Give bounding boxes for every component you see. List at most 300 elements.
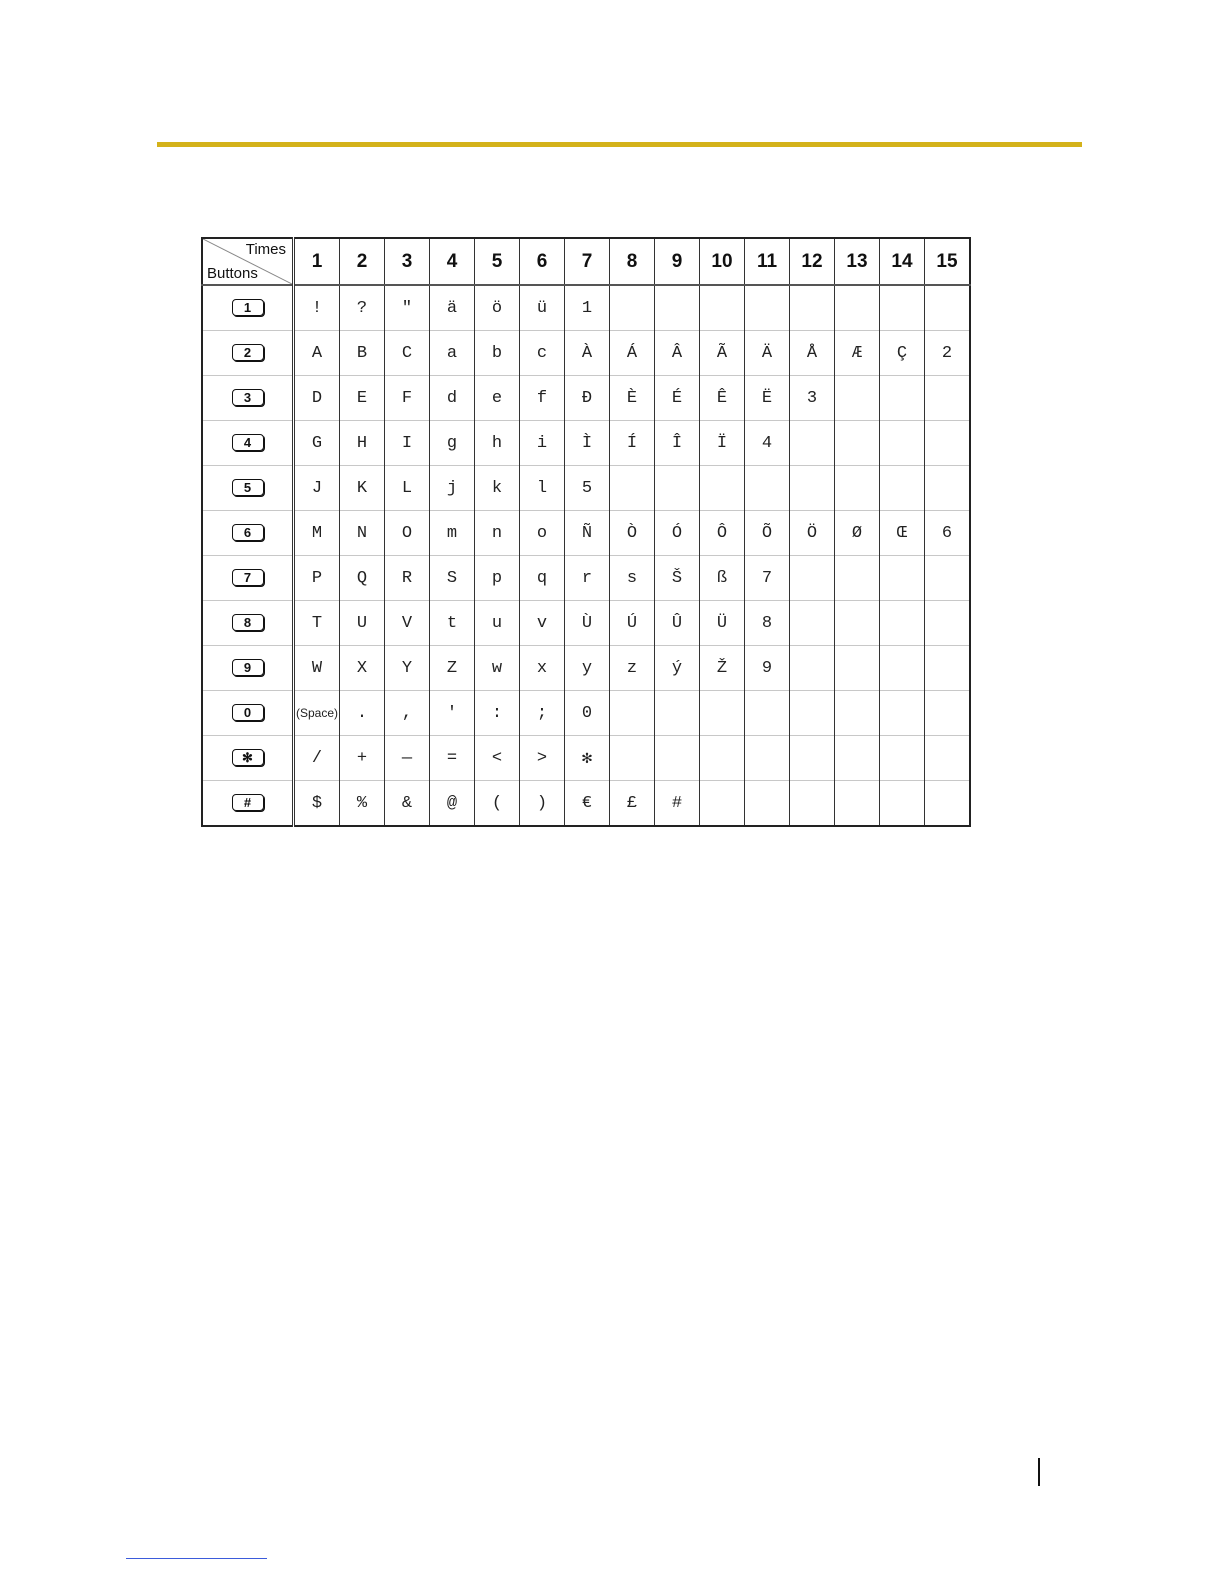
character-value: Á bbox=[626, 343, 638, 363]
character-cell bbox=[880, 331, 925, 376]
character-cell bbox=[565, 736, 610, 781]
character-cell bbox=[294, 421, 340, 466]
character-cell bbox=[520, 691, 565, 736]
character-value: 6 bbox=[941, 523, 953, 543]
character-cell bbox=[790, 556, 835, 601]
character-cell bbox=[925, 376, 971, 421]
character-value: Ò bbox=[626, 523, 638, 543]
character-value: w bbox=[491, 658, 503, 678]
character-value: Í bbox=[626, 433, 638, 453]
character-cell bbox=[655, 736, 700, 781]
button-cell bbox=[202, 691, 294, 736]
table-row bbox=[202, 331, 970, 376]
character-cell bbox=[385, 511, 430, 556]
dial-key-icon: 9 bbox=[232, 659, 264, 676]
character-cell bbox=[880, 601, 925, 646]
character-cell bbox=[745, 331, 790, 376]
character-cell bbox=[430, 781, 475, 827]
character-cell bbox=[385, 556, 430, 601]
column-header-15: 15 bbox=[925, 238, 971, 285]
character-cell bbox=[880, 421, 925, 466]
character-value: W bbox=[311, 658, 323, 678]
character-cell bbox=[294, 331, 340, 376]
character-value: M bbox=[311, 523, 323, 543]
character-cell bbox=[340, 556, 385, 601]
character-value: e bbox=[491, 388, 503, 408]
character-value: o bbox=[536, 523, 548, 543]
character-cell bbox=[655, 601, 700, 646]
character-cell bbox=[835, 285, 880, 331]
character-cell bbox=[925, 781, 971, 827]
character-value: Æ bbox=[851, 343, 863, 363]
column-header-7: 7 bbox=[565, 238, 610, 285]
character-value: Â bbox=[671, 343, 683, 363]
character-value: m bbox=[446, 523, 458, 543]
character-value: O bbox=[401, 523, 413, 543]
character-cell bbox=[385, 376, 430, 421]
character-value: u bbox=[491, 613, 503, 633]
dial-key-icon: 6 bbox=[232, 524, 264, 541]
character-cell bbox=[700, 421, 745, 466]
character-value: É bbox=[671, 388, 683, 408]
column-header-1: 1 bbox=[294, 238, 340, 285]
character-cell bbox=[925, 736, 971, 781]
character-cell bbox=[385, 646, 430, 691]
character-value: Ë bbox=[761, 388, 773, 408]
dial-key-icon: 8 bbox=[232, 614, 264, 631]
character-cell bbox=[700, 466, 745, 511]
character-value: D bbox=[311, 388, 323, 408]
character-cell bbox=[520, 331, 565, 376]
character-cell bbox=[565, 376, 610, 421]
character-cell bbox=[475, 511, 520, 556]
character-cell bbox=[340, 421, 385, 466]
character-value: 0 bbox=[581, 703, 593, 723]
character-cell bbox=[565, 646, 610, 691]
table-body bbox=[202, 285, 970, 826]
character-cell bbox=[430, 331, 475, 376]
button-cell bbox=[202, 781, 294, 827]
character-value: H bbox=[356, 433, 368, 453]
character-cell bbox=[700, 646, 745, 691]
character-value: ü bbox=[536, 298, 548, 318]
dial-key-icon: 4 bbox=[232, 434, 264, 451]
table-row bbox=[202, 736, 970, 781]
character-value: — bbox=[401, 748, 413, 768]
character-cell bbox=[655, 466, 700, 511]
dial-key-icon: 3 bbox=[232, 389, 264, 406]
character-cell bbox=[790, 285, 835, 331]
character-value: Ö bbox=[806, 523, 818, 543]
character-cell bbox=[655, 331, 700, 376]
character-cell bbox=[610, 331, 655, 376]
character-value: 8 bbox=[761, 613, 773, 633]
character-cell bbox=[700, 376, 745, 421]
character-entry-table bbox=[201, 237, 971, 827]
character-value: £ bbox=[626, 793, 638, 813]
character-cell bbox=[925, 331, 971, 376]
character-cell bbox=[790, 646, 835, 691]
character-value: v bbox=[536, 613, 548, 633]
character-cell bbox=[745, 285, 790, 331]
dial-key-icon: ✻ bbox=[232, 749, 264, 766]
character-cell bbox=[835, 376, 880, 421]
character-value: ✻ bbox=[581, 749, 593, 769]
character-cell bbox=[340, 601, 385, 646]
character-cell bbox=[475, 736, 520, 781]
character-cell bbox=[745, 781, 790, 827]
character-cell bbox=[925, 646, 971, 691]
character-cell bbox=[745, 556, 790, 601]
character-cell bbox=[610, 376, 655, 421]
character-cell bbox=[294, 646, 340, 691]
character-cell bbox=[745, 466, 790, 511]
character-cell bbox=[790, 781, 835, 827]
character-cell bbox=[385, 736, 430, 781]
character-cell bbox=[520, 781, 565, 827]
character-value: ä bbox=[446, 298, 458, 318]
character-value: Î bbox=[671, 433, 683, 453]
character-cell bbox=[340, 285, 385, 331]
button-cell bbox=[202, 376, 294, 421]
column-header-6: 6 bbox=[520, 238, 565, 285]
character-cell bbox=[475, 646, 520, 691]
character-cell bbox=[880, 285, 925, 331]
character-value: " bbox=[401, 298, 413, 318]
character-cell bbox=[655, 556, 700, 601]
character-value: r bbox=[581, 568, 593, 588]
character-cell bbox=[294, 601, 340, 646]
character-value: A bbox=[311, 343, 323, 363]
column-header-5: 5 bbox=[475, 238, 520, 285]
page-number-marker bbox=[1038, 1458, 1040, 1486]
character-cell bbox=[430, 556, 475, 601]
character-cell bbox=[745, 646, 790, 691]
character-cell bbox=[385, 466, 430, 511]
character-cell bbox=[925, 511, 971, 556]
character-value: J bbox=[311, 478, 323, 498]
character-cell bbox=[385, 331, 430, 376]
character-cell bbox=[520, 736, 565, 781]
character-value: h bbox=[491, 433, 503, 453]
character-cell bbox=[790, 511, 835, 556]
button-cell bbox=[202, 646, 294, 691]
character-value: ß bbox=[716, 568, 728, 588]
character-value: $ bbox=[311, 793, 323, 813]
character-value: > bbox=[536, 748, 548, 768]
character-value: a bbox=[446, 343, 458, 363]
character-value: Ï bbox=[716, 433, 728, 453]
character-cell bbox=[565, 466, 610, 511]
character-cell bbox=[610, 646, 655, 691]
button-cell bbox=[202, 601, 294, 646]
character-cell bbox=[610, 285, 655, 331]
dial-key-icon: 2 bbox=[232, 344, 264, 361]
dial-key-icon: 0 bbox=[232, 704, 264, 721]
character-value: Ã bbox=[716, 343, 728, 363]
character-value: Ó bbox=[671, 523, 683, 543]
character-cell bbox=[340, 466, 385, 511]
table-row bbox=[202, 691, 970, 736]
character-value: & bbox=[401, 793, 413, 813]
character-value: ö bbox=[491, 298, 503, 318]
character-cell bbox=[430, 376, 475, 421]
dial-key-icon: # bbox=[232, 794, 264, 811]
character-value: € bbox=[581, 793, 593, 813]
character-value: b bbox=[491, 343, 503, 363]
character-cell bbox=[835, 556, 880, 601]
button-cell bbox=[202, 556, 294, 601]
character-value: È bbox=[626, 388, 638, 408]
character-cell bbox=[475, 331, 520, 376]
header-rule bbox=[157, 142, 1082, 147]
character-value: x bbox=[536, 658, 548, 678]
character-value: y bbox=[581, 658, 593, 678]
button-cell bbox=[202, 466, 294, 511]
character-cell bbox=[610, 556, 655, 601]
character-cell bbox=[745, 736, 790, 781]
character-cell bbox=[385, 781, 430, 827]
character-cell bbox=[655, 376, 700, 421]
character-cell bbox=[790, 376, 835, 421]
character-cell bbox=[610, 421, 655, 466]
character-cell bbox=[294, 556, 340, 601]
character-value: U bbox=[356, 613, 368, 633]
character-cell bbox=[745, 691, 790, 736]
character-cell bbox=[475, 285, 520, 331]
character-cell bbox=[430, 601, 475, 646]
character-value: 3 bbox=[806, 388, 818, 408]
character-cell bbox=[925, 691, 971, 736]
character-cell bbox=[655, 421, 700, 466]
character-cell bbox=[655, 511, 700, 556]
character-value: Ç bbox=[896, 343, 908, 363]
character-cell bbox=[610, 691, 655, 736]
character-cell bbox=[880, 511, 925, 556]
character-value: = bbox=[446, 748, 458, 768]
column-header-2: 2 bbox=[340, 238, 385, 285]
column-header-12: 12 bbox=[790, 238, 835, 285]
table-row bbox=[202, 285, 970, 331]
character-cell bbox=[880, 781, 925, 827]
column-header-14: 14 bbox=[880, 238, 925, 285]
character-value: d bbox=[446, 388, 458, 408]
buttons-label: Buttons bbox=[207, 265, 258, 282]
character-value: + bbox=[356, 748, 368, 768]
character-cell bbox=[655, 781, 700, 827]
character-cell bbox=[790, 736, 835, 781]
character-cell bbox=[880, 691, 925, 736]
character-cell bbox=[565, 285, 610, 331]
character-value: Ü bbox=[716, 613, 728, 633]
character-cell bbox=[565, 781, 610, 827]
column-header-4: 4 bbox=[430, 238, 475, 285]
character-cell bbox=[565, 511, 610, 556]
character-value: V bbox=[401, 613, 413, 633]
character-cell bbox=[294, 376, 340, 421]
character-cell bbox=[790, 331, 835, 376]
character-cell bbox=[610, 511, 655, 556]
character-cell bbox=[520, 376, 565, 421]
table-row bbox=[202, 781, 970, 827]
character-value: Œ bbox=[896, 523, 908, 543]
character-cell bbox=[925, 421, 971, 466]
table-corner-cell bbox=[202, 238, 294, 285]
character-cell bbox=[925, 556, 971, 601]
character-cell bbox=[430, 736, 475, 781]
character-cell bbox=[475, 466, 520, 511]
character-value: ) bbox=[536, 793, 548, 813]
character-value: ' bbox=[446, 703, 458, 723]
character-cell bbox=[745, 511, 790, 556]
character-value: / bbox=[311, 748, 323, 768]
character-value: B bbox=[356, 343, 368, 363]
character-cell bbox=[700, 285, 745, 331]
table-row bbox=[202, 466, 970, 511]
character-cell bbox=[340, 646, 385, 691]
character-cell bbox=[340, 781, 385, 827]
character-cell bbox=[520, 601, 565, 646]
character-cell bbox=[520, 556, 565, 601]
character-cell bbox=[835, 646, 880, 691]
character-cell bbox=[835, 331, 880, 376]
character-cell bbox=[340, 691, 385, 736]
character-cell bbox=[745, 601, 790, 646]
character-cell bbox=[925, 285, 971, 331]
character-cell bbox=[294, 285, 340, 331]
character-cell bbox=[745, 376, 790, 421]
character-cell bbox=[565, 331, 610, 376]
character-cell bbox=[610, 736, 655, 781]
character-cell bbox=[520, 285, 565, 331]
character-cell bbox=[385, 601, 430, 646]
character-value: Ä bbox=[761, 343, 773, 363]
character-cell bbox=[655, 646, 700, 691]
character-cell bbox=[385, 691, 430, 736]
button-cell bbox=[202, 736, 294, 781]
character-value: Ê bbox=[716, 388, 728, 408]
character-cell bbox=[475, 556, 520, 601]
character-value: K bbox=[356, 478, 368, 498]
character-value: ý bbox=[671, 658, 683, 678]
character-cell bbox=[835, 421, 880, 466]
character-cell bbox=[700, 781, 745, 827]
character-cell bbox=[835, 601, 880, 646]
character-cell bbox=[385, 421, 430, 466]
character-cell bbox=[700, 691, 745, 736]
character-cell bbox=[700, 556, 745, 601]
character-value: Š bbox=[671, 568, 683, 588]
character-cell bbox=[430, 421, 475, 466]
character-cell bbox=[340, 331, 385, 376]
character-value: Z bbox=[446, 658, 458, 678]
character-value: T bbox=[311, 613, 323, 633]
times-label: Times bbox=[245, 241, 286, 258]
character-value: z bbox=[626, 658, 638, 678]
character-cell bbox=[475, 781, 520, 827]
table-row bbox=[202, 421, 970, 466]
character-cell bbox=[520, 466, 565, 511]
character-cell bbox=[835, 691, 880, 736]
character-cell bbox=[790, 691, 835, 736]
character-value: c bbox=[536, 343, 548, 363]
character-value: 1 bbox=[581, 298, 593, 318]
column-header-3: 3 bbox=[385, 238, 430, 285]
character-value: X bbox=[356, 658, 368, 678]
character-value: N bbox=[356, 523, 368, 543]
character-value: i bbox=[536, 433, 548, 453]
character-cell bbox=[880, 556, 925, 601]
character-value: . bbox=[356, 703, 368, 723]
character-value: : bbox=[491, 703, 503, 723]
footer-link-underline bbox=[126, 1558, 267, 1559]
character-value: Ú bbox=[626, 613, 638, 633]
table-row bbox=[202, 376, 970, 421]
character-value: ! bbox=[311, 298, 323, 318]
character-value: Đ bbox=[581, 388, 593, 408]
dial-key-icon: 1 bbox=[232, 299, 264, 316]
column-header-row bbox=[202, 238, 970, 285]
character-value: Ù bbox=[581, 613, 593, 633]
character-cell bbox=[880, 736, 925, 781]
character-cell bbox=[475, 376, 520, 421]
character-value: 7 bbox=[761, 568, 773, 588]
character-cell bbox=[430, 691, 475, 736]
character-cell bbox=[835, 466, 880, 511]
character-cell bbox=[294, 781, 340, 827]
character-cell bbox=[790, 601, 835, 646]
character-value: ( bbox=[491, 793, 503, 813]
character-cell bbox=[925, 466, 971, 511]
character-value: Q bbox=[356, 568, 368, 588]
character-value: 9 bbox=[761, 658, 773, 678]
character-cell bbox=[565, 691, 610, 736]
character-cell bbox=[294, 691, 340, 736]
character-value: 2 bbox=[941, 343, 953, 363]
character-value: f bbox=[536, 388, 548, 408]
character-cell bbox=[610, 601, 655, 646]
character-value: F bbox=[401, 388, 413, 408]
character-cell bbox=[565, 556, 610, 601]
character-cell bbox=[565, 601, 610, 646]
character-value: % bbox=[356, 793, 368, 813]
character-value: k bbox=[491, 478, 503, 498]
character-value: R bbox=[401, 568, 413, 588]
character-cell bbox=[340, 376, 385, 421]
character-value: g bbox=[446, 433, 458, 453]
table-row bbox=[202, 511, 970, 556]
character-cell bbox=[520, 511, 565, 556]
character-value: S bbox=[446, 568, 458, 588]
character-value: Û bbox=[671, 613, 683, 633]
character-cell bbox=[385, 285, 430, 331]
character-value: C bbox=[401, 343, 413, 363]
table-row bbox=[202, 556, 970, 601]
button-cell bbox=[202, 421, 294, 466]
column-header-10: 10 bbox=[700, 238, 745, 285]
character-value: < bbox=[491, 748, 503, 768]
character-cell bbox=[430, 466, 475, 511]
character-cell bbox=[745, 421, 790, 466]
character-value: Õ bbox=[761, 523, 773, 543]
character-cell bbox=[835, 781, 880, 827]
character-cell bbox=[880, 466, 925, 511]
character-value: q bbox=[536, 568, 548, 588]
character-value: Ñ bbox=[581, 523, 593, 543]
character-value: , bbox=[401, 703, 413, 723]
character-cell bbox=[655, 285, 700, 331]
table-row bbox=[202, 601, 970, 646]
